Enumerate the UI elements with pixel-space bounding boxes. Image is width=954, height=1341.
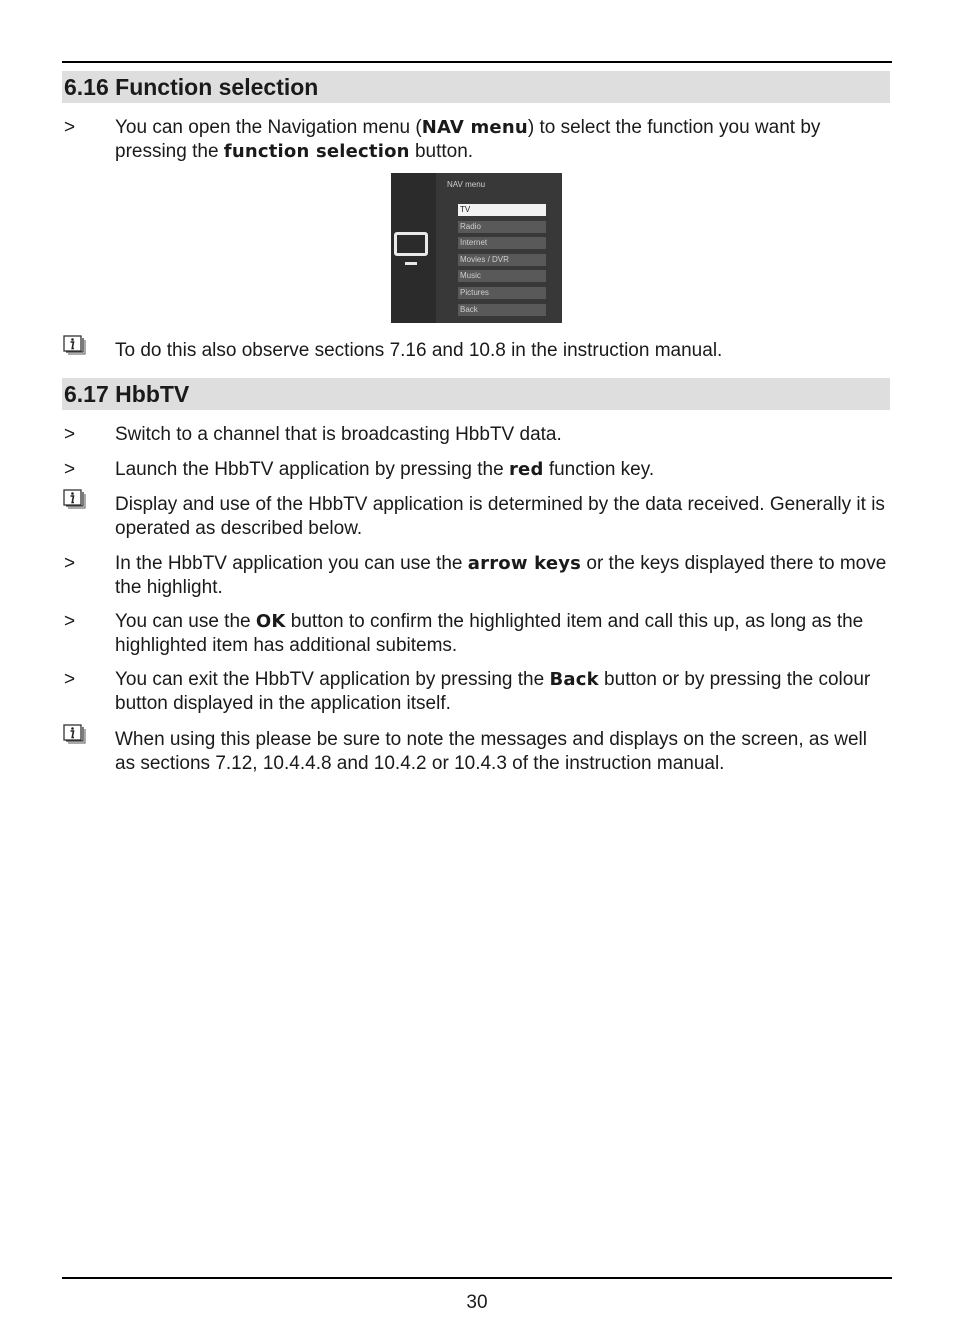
instruction-exit-hbbtv	[62, 668, 892, 716]
text-segment: You can exit the HbbTV application by pressing the	[115, 669, 550, 690]
nav-menu-item-tv: TV	[458, 204, 546, 216]
instruction-open-nav-menu	[62, 116, 892, 164]
nav-menu-title: NAV menu	[447, 180, 486, 189]
text-segment: function key.	[543, 459, 655, 480]
text-segment: You can open the Navigation menu (	[115, 117, 422, 138]
instruction-arrow-keys	[62, 552, 892, 600]
text-segment: or the keys displayed there to move the highlight.	[115, 553, 887, 598]
text-segment: button.	[409, 141, 474, 162]
step-marker: >	[64, 117, 76, 138]
bottom-rule	[62, 1277, 892, 1279]
nav-menu-item-back: Back	[458, 304, 546, 316]
keyword-nav-menu: NAV menu	[421, 117, 528, 138]
note-text: Display and use of the HbbTV application is determined by the data received. Generally it is operated as described below.	[115, 494, 885, 539]
nav-menu-item-radio: Radio	[458, 221, 546, 233]
instruction-launch-hbbtv	[62, 458, 892, 482]
section-heading-hbbtv: 6.17 HbbTV	[62, 378, 890, 410]
text-segment: ) to select the function you want by pressing the	[115, 117, 821, 162]
step-marker: >	[64, 553, 76, 574]
nav-menu-list	[458, 204, 546, 320]
text-segment: button to confirm the highlighted item and call this up, as long as the highlighted item has additional subitems.	[115, 611, 864, 656]
text-segment: Launch the HbbTV application by pressing the	[115, 459, 509, 480]
page-number: 30	[466, 1292, 488, 1313]
nav-menu-item-music: Music	[458, 270, 546, 282]
nav-menu-item-movies-dvr: Movies / DVR	[458, 254, 546, 266]
info-note-icon	[62, 335, 86, 357]
info-note-icon	[62, 489, 86, 511]
keyword-arrow-keys: arrow keys	[467, 553, 582, 574]
step-marker: >	[64, 611, 76, 632]
instruction-switch-channel	[62, 423, 892, 447]
step-marker: >	[64, 459, 76, 480]
nav-menu-item-pictures: Pictures	[458, 287, 546, 299]
instruction-ok-button	[62, 610, 892, 658]
keyword-ok: OK	[255, 611, 286, 632]
note-messages-and-displays	[62, 728, 892, 776]
text-segment: button or by pressing the colour button displayed in the application itself.	[115, 669, 871, 714]
text-segment: You can use the	[115, 611, 256, 632]
keyword-back: Back	[549, 669, 599, 690]
note-text: To do this also observe sections 7.16 and 10.8 in the instruction manual.	[115, 340, 723, 361]
section-heading-function-selection: 6.16 Function selection	[62, 71, 890, 103]
keyword-red: red	[508, 459, 544, 480]
nav-menu-screenshot	[391, 173, 562, 323]
note-text: When using this please be sure to note the messages and displays on the screen, as well as sections 7.12, 10.4.4.8 and 10.4.2 or 10.4.3 of the instruction manual.	[115, 729, 867, 774]
tv-icon	[394, 232, 428, 256]
text-segment: In the HbbTV application you can use the	[115, 553, 468, 574]
note-display-and-use	[62, 493, 892, 541]
note-observe-sections	[62, 339, 892, 363]
top-rule	[62, 61, 892, 63]
keyword-function-selection: function selection	[223, 141, 410, 162]
step-marker: >	[64, 669, 76, 690]
instruction-text: Switch to a channel that is broadcasting HbbTV data.	[115, 424, 562, 445]
nav-menu-item-internet: Internet	[458, 237, 546, 249]
info-note-icon	[62, 724, 86, 746]
tv-stand-icon	[405, 262, 417, 265]
step-marker: >	[64, 424, 76, 445]
